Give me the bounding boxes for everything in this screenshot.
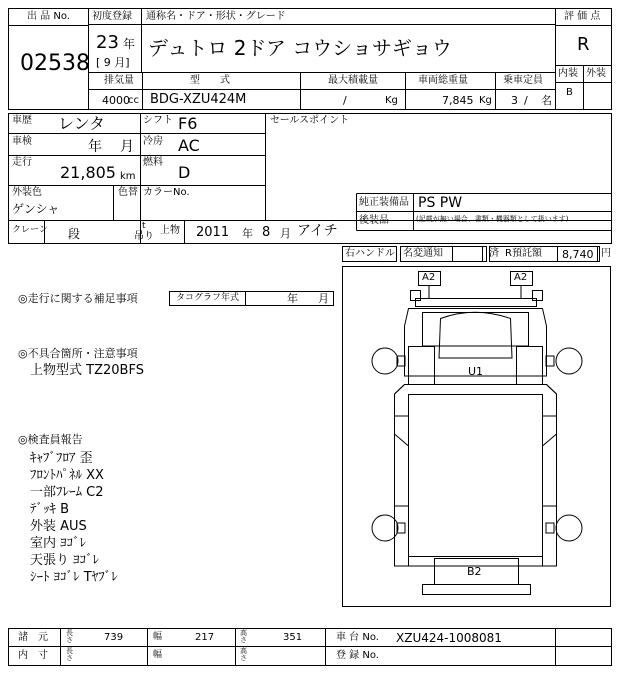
first-registration-month: [ 9 月] bbox=[96, 56, 130, 69]
capacity-separator: / bbox=[524, 94, 528, 107]
inspector-report-line: ｼｰﾄ ﾖｺﾞﾚ Tﾔﾌﾞﾚ bbox=[30, 570, 118, 585]
fuel-label: 燃料 bbox=[143, 157, 163, 168]
first-registration-year: 23 bbox=[96, 32, 119, 53]
inspection-month-unit: 月 bbox=[120, 139, 134, 155]
gross-weight-unit: Kg bbox=[479, 95, 492, 106]
crane-ton-unit: t bbox=[142, 221, 146, 231]
width-value: 217 bbox=[195, 632, 215, 643]
recycle-deposit-amount: 8,740 bbox=[562, 248, 594, 261]
height-label: 高さ bbox=[240, 629, 247, 644]
inner-length-label: 長さ bbox=[66, 647, 73, 662]
model-code-label: 型 式 bbox=[190, 75, 230, 86]
displacement-label: 排気量 bbox=[104, 75, 134, 86]
recycle-deposit-unit: 円 bbox=[601, 248, 611, 259]
inner-width-label: 幅 bbox=[153, 650, 163, 660]
mileage-value: 21,805 bbox=[60, 163, 116, 182]
crane-stage-unit: 段 bbox=[68, 227, 81, 241]
vehicle-condition-diagram bbox=[342, 266, 612, 608]
driving-notes-label: ◎走行に関する補足事項 bbox=[18, 292, 138, 305]
inspector-report-line: ｷｬﾌﾞﾌﾛｱ 歪 bbox=[30, 451, 93, 466]
color-change-label: 色替 bbox=[118, 187, 138, 198]
inspector-report-line: ﾌﾛﾝﾄﾊﾟﾈﾙ XX bbox=[30, 468, 104, 483]
crane-label: クレーン bbox=[12, 225, 48, 235]
inspector-report-line: ﾃﾞｯｷ B bbox=[30, 502, 70, 517]
exterior-grade-label: 外装 bbox=[586, 68, 606, 79]
chassis-number: XZU424-1008081 bbox=[396, 631, 502, 645]
interior-grade-label: 内装 bbox=[558, 68, 578, 79]
auction-rating: R bbox=[577, 34, 590, 55]
model-code: BDG-XZU424M bbox=[150, 92, 247, 107]
defects-text: 上物型式 TZ20BFS bbox=[30, 363, 144, 378]
width-label: 幅 bbox=[153, 632, 163, 642]
lot-number: 02538 bbox=[20, 51, 90, 76]
inspector-report-list bbox=[30, 447, 330, 583]
height-value: 351 bbox=[283, 632, 303, 643]
body-year: 2011 bbox=[196, 225, 230, 240]
body-year-unit: 年 bbox=[242, 227, 253, 240]
dimensions-label: 諸 元 bbox=[18, 632, 48, 643]
sales-point-label: セールスポイント bbox=[270, 115, 350, 126]
max-load-unit: Kg bbox=[385, 95, 398, 106]
damage-mark-a2-right: A2 bbox=[514, 272, 528, 283]
first-registration-label: 初度登録 bbox=[92, 11, 132, 22]
inspection-year-unit: 年 bbox=[88, 139, 102, 155]
damage-mark-b2: B2 bbox=[467, 565, 482, 578]
defects-label: ◎不具合箇所・注意事項 bbox=[18, 347, 138, 360]
inner-dimensions-label: 内 寸 bbox=[18, 650, 48, 661]
length-label: 長さ bbox=[66, 629, 73, 644]
right-hand-drive-label: 右ハンドル bbox=[345, 248, 395, 259]
body-maker: アイチ bbox=[297, 223, 338, 239]
inspector-report-line: 外装 AUS bbox=[30, 519, 87, 534]
interior-grade: B bbox=[566, 87, 573, 98]
damage-mark-a2-left: A2 bbox=[422, 272, 436, 283]
model-name-label: 通称名・ドア・形状・グレード bbox=[146, 11, 286, 22]
color-number-label: カラーNo. bbox=[143, 187, 190, 198]
inspection-label: 車検 bbox=[12, 136, 32, 147]
tachograph-year-unit: 年 bbox=[287, 292, 298, 305]
inner-height-label: 高さ bbox=[240, 647, 247, 662]
mileage-label: 走行 bbox=[12, 157, 32, 168]
chassis-number-label: 車 台 No. bbox=[336, 632, 379, 643]
cooler-label: 冷房 bbox=[143, 136, 163, 147]
capacity-value: 3 bbox=[511, 94, 518, 107]
max-load-value: / bbox=[343, 94, 347, 107]
body-label: 上物 bbox=[160, 225, 180, 236]
exterior-color: ゲンシャ bbox=[12, 202, 60, 216]
inspector-report-line: 室内 ﾖｺﾞﾚ bbox=[30, 536, 87, 551]
first-registration-year-unit: 年 bbox=[123, 37, 136, 51]
lot-number-label: 出 品 No. bbox=[27, 11, 70, 22]
equipment-value: PS PW bbox=[418, 195, 463, 211]
model-name: デュトロ 2ドア コウショサギョウ bbox=[148, 36, 452, 60]
inspector-report-label: ◎検査員報告 bbox=[18, 433, 83, 446]
registration-number-label: 登 録 No. bbox=[336, 650, 379, 661]
shift-value: F6 bbox=[178, 114, 198, 133]
capacity-unit: 名 bbox=[541, 94, 552, 107]
cooler-value: AC bbox=[178, 136, 200, 155]
crane-hoist-unit: 吊り bbox=[134, 231, 154, 242]
length-value: 739 bbox=[104, 632, 124, 643]
rating-label: 評 価 点 bbox=[564, 11, 601, 22]
aftermarket-label: 後装品 bbox=[359, 215, 389, 226]
fuel-value: D bbox=[178, 163, 191, 182]
max-load-label: 最大積載量 bbox=[328, 75, 378, 86]
tachograph-label: タコグラフ年式 bbox=[176, 293, 240, 303]
capacity-label: 乗車定員 bbox=[503, 75, 543, 86]
displacement-value: 4000 bbox=[102, 94, 130, 107]
body-month-unit: 月 bbox=[280, 227, 291, 240]
displacement-unit: cc bbox=[128, 95, 139, 106]
inspector-report-line: 一部ﾌﾚｰﾑ C2 bbox=[30, 485, 104, 500]
mileage-unit: km bbox=[120, 171, 136, 182]
gross-weight-label: 車両総重量 bbox=[418, 75, 468, 86]
recycle-deposit-label: R預託額 bbox=[505, 248, 542, 259]
equipment-label: 純正装備品 bbox=[359, 197, 409, 208]
gross-weight-value: 7,845 bbox=[442, 94, 474, 107]
inspector-report-line: 天張り ﾖｺﾞﾚ bbox=[30, 553, 100, 568]
body-month: 8 bbox=[262, 225, 271, 240]
shift-label: シフト bbox=[143, 115, 173, 126]
exterior-color-label: 外装色 bbox=[12, 187, 42, 198]
name-change-label: 名変通知 bbox=[403, 248, 443, 259]
tachograph-month-unit: 月 bbox=[318, 292, 329, 305]
damage-mark-u1: U1 bbox=[468, 365, 484, 378]
recycle-done-label: 済 bbox=[489, 248, 499, 259]
aftermarket-note: (記載が無い場合、書類・機器類として扱います) bbox=[416, 215, 569, 223]
history-value: レンタ bbox=[58, 114, 105, 133]
history-label: 車歴 bbox=[12, 115, 32, 126]
